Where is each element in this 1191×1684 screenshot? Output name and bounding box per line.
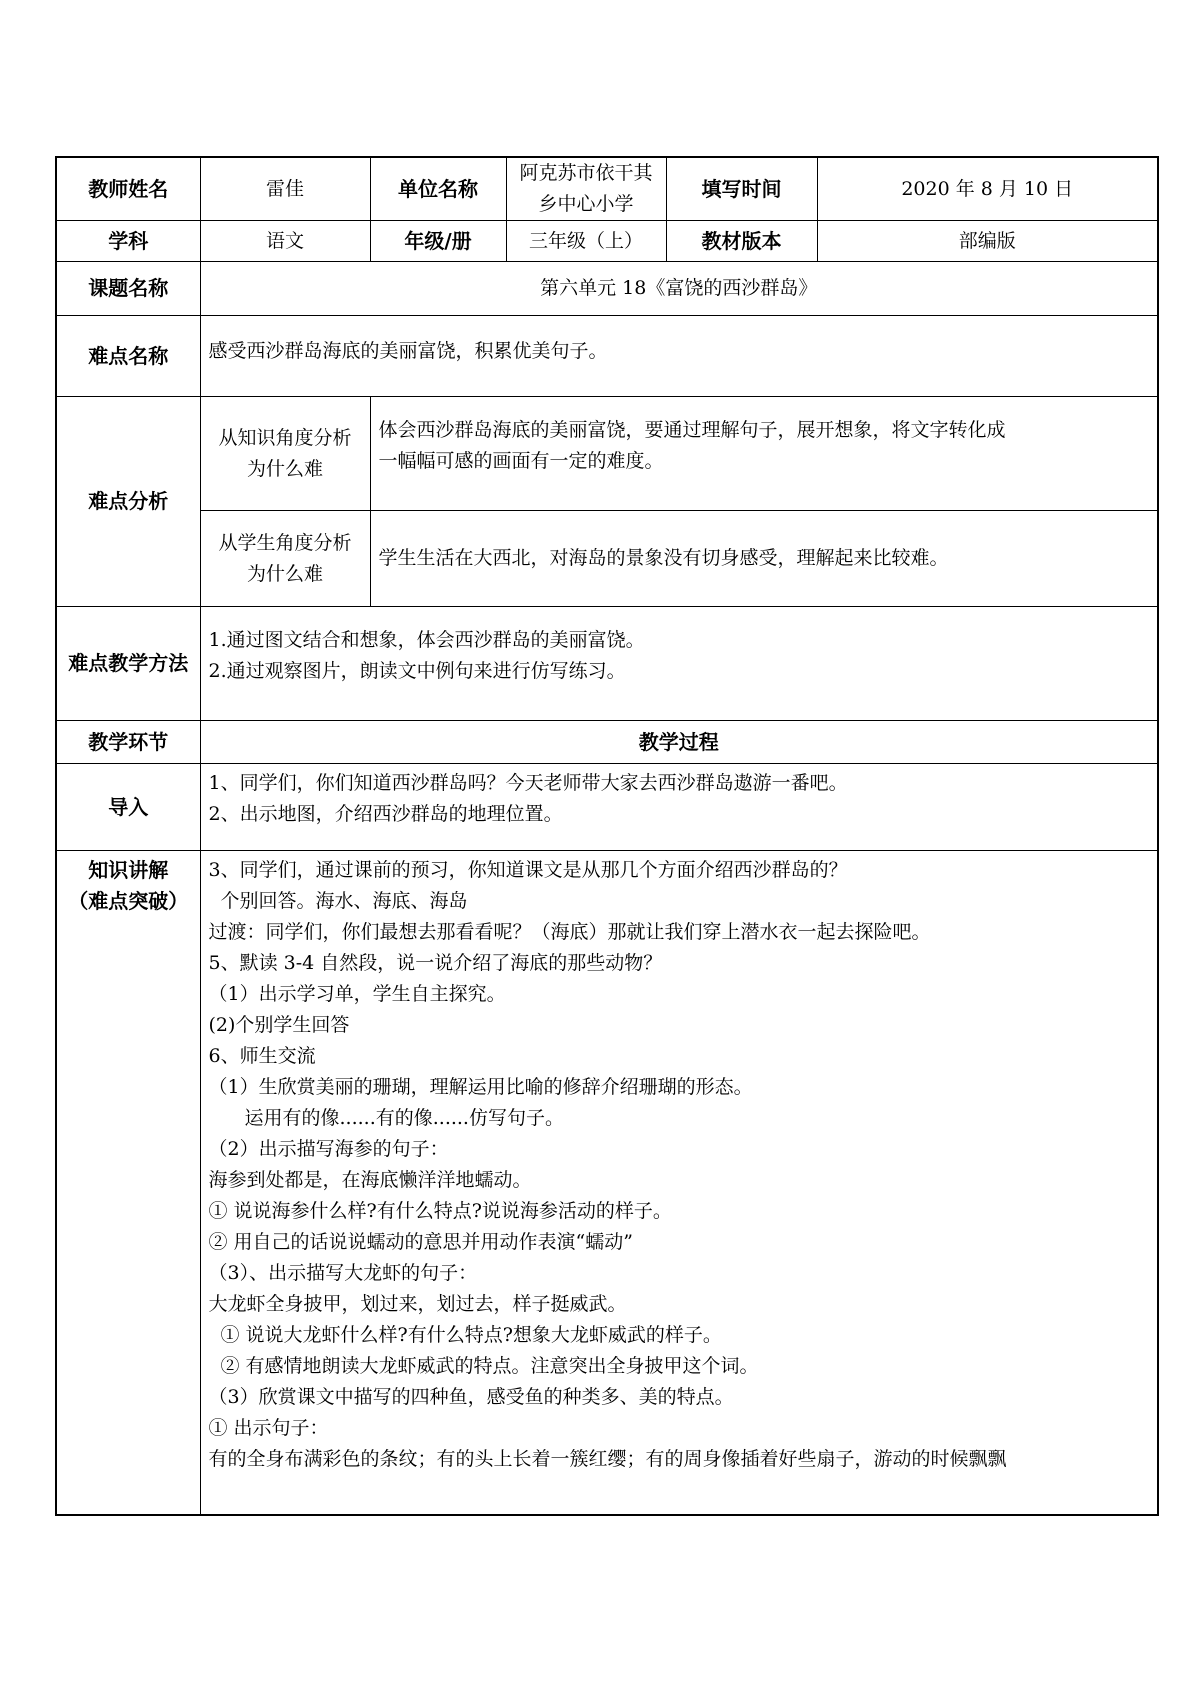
lecture-line: （3）、出示描写大龙虾的句子： — [208, 1262, 478, 1284]
unit-name-line2: 乡中心小学 — [538, 193, 634, 215]
student-angle-label — [200, 511, 370, 607]
subject-value: 语文 — [200, 221, 370, 262]
intro-label: 导入 — [57, 764, 200, 851]
intro-line1: 1、同学们，你们知道西沙群岛吗？今天老师带大家去西沙群岛遨游一番吧。 — [208, 772, 848, 794]
grade-value: 三年级（上） — [506, 221, 666, 262]
row-difficulty — [57, 316, 1157, 397]
unit-name — [506, 158, 666, 221]
process-header-label: 教学过程 — [200, 721, 1157, 764]
knowledge-angle-label-line1: 从知识角度分析 — [218, 426, 352, 449]
difficulty-value: 感受西沙群岛海底的美丽富饶，积累优美句子。 — [200, 316, 1157, 397]
lecture-line: ① 出示句子： — [208, 1417, 329, 1439]
lecture-line: 大龙虾全身披甲，划过来，划过去，样子挺威武。 — [208, 1293, 627, 1315]
method-label: 难点教学方法 — [57, 607, 200, 721]
student-angle-label-line1: 从学生角度分析 — [218, 531, 352, 554]
lecture-line: 运用有的像......有的像......仿写句子。 — [244, 1107, 564, 1129]
knowledge-angle-text — [370, 397, 1157, 511]
row-lecture — [57, 851, 1157, 1517]
edition-value: 部编版 — [817, 221, 1157, 262]
row-topic — [57, 262, 1157, 316]
method-line1: 1.通过图文结合和想象，体会西沙群岛的美丽富饶。 — [208, 629, 645, 651]
topic-value: 第六单元 18《富饶的西沙群岛》 — [200, 262, 1157, 316]
method-text — [200, 607, 1157, 721]
row-process-header — [57, 721, 1157, 764]
lecture-label-line1: 知识讲解 — [88, 858, 169, 882]
lecture-line: （1）出示学习单，学生自主探究。 — [208, 983, 506, 1005]
lecture-line: ① 说说大龙虾什么样?有什么特点?想象大龙虾威武的样子。 — [220, 1324, 722, 1346]
student-angle-label-line2: 为什么难 — [246, 562, 323, 585]
student-angle-text: 学生生活在大西北，对海岛的景象没有切身感受，理解起来比较难。 — [370, 511, 1157, 607]
row-intro — [57, 764, 1157, 851]
knowledge-text-line2: 一幅幅可感的画面有一定的难度。 — [378, 450, 664, 472]
topic-label: 课题名称 — [57, 262, 200, 316]
knowledge-text-line1: 体会西沙群岛海底的美丽富饶，要通过理解句子，展开想象，将文字转化成 — [378, 419, 1006, 441]
lecture-label-line2: （难点突破） — [68, 889, 189, 913]
lecture-line: 6、师生交流 — [208, 1045, 316, 1067]
row-subject-info — [57, 221, 1157, 262]
lecture-line: （2）出示描写海参的句子： — [208, 1138, 449, 1160]
lecture-line: 5、默读 3-4 自然段，说一说介绍了海底的那些动物？ — [208, 952, 663, 974]
lecture-line: 有的全身布满彩色的条纹；有的头上长着一簇红缨；有的周身像插着好些扇子，游动的时候飘飘 — [208, 1448, 1007, 1470]
lecture-line: （1）生欣赏美丽的珊瑚，理解运用比喻的修辞介绍珊瑚的形态。 — [208, 1076, 753, 1098]
row-analysis-knowledge — [57, 397, 1157, 511]
lecture-line: (2)个别学生回答 — [208, 1014, 350, 1036]
lesson-plan-table — [57, 158, 1157, 1516]
analysis-label: 难点分析 — [57, 397, 200, 607]
lecture-line: 过渡：同学们，你们最想去那看看呢？（海底）那就让我们穿上潜水衣一起去探险吧。 — [208, 921, 931, 943]
date-label: 填写时间 — [666, 158, 817, 221]
row-teacher-info — [57, 158, 1157, 221]
grade-label: 年级/册 — [370, 221, 506, 262]
unit-label: 单位名称 — [370, 158, 506, 221]
method-line2: 2.通过观察图片，朗读文中例句来进行仿写练习。 — [208, 660, 626, 682]
date-value: 2020 年 8 月 10 日 — [817, 158, 1157, 221]
teacher-label: 教师姓名 — [57, 158, 200, 221]
knowledge-angle-label-line2: 为什么难 — [246, 457, 323, 480]
teacher-name: 雷佳 — [200, 158, 370, 221]
subject-label: 学科 — [57, 221, 200, 262]
difficulty-label: 难点名称 — [57, 316, 200, 397]
lecture-line: ② 有感情地朗读大龙虾威武的特点。注意突出全身披甲这个词。 — [220, 1355, 759, 1377]
lecture-label — [57, 851, 200, 1517]
row-method — [57, 607, 1157, 721]
lecture-line: 个别回答。海水、海底、海岛 — [220, 890, 468, 912]
lecture-line: 3、同学们，通过课前的预习，你知道课文是从那几个方面介绍西沙群岛的？ — [208, 859, 848, 881]
lecture-line: （3）欣赏课文中描写的四种鱼，感受鱼的种类多、美的特点。 — [208, 1386, 734, 1408]
row-analysis-student — [57, 511, 1157, 607]
lecture-text — [200, 851, 1157, 1517]
lesson-plan-sheet — [55, 156, 1159, 1516]
stage-header-label: 教学环节 — [57, 721, 200, 764]
lecture-line: 海参到处都是，在海底懒洋洋地蠕动。 — [208, 1169, 532, 1191]
intro-line2: 2、出示地图，介绍西沙群岛的地理位置。 — [208, 803, 563, 825]
lecture-line: ② 用自己的话说说蠕动的意思并用动作表演“蠕动” — [208, 1231, 633, 1253]
edition-label: 教材版本 — [666, 221, 817, 262]
unit-name-line1: 阿克苏市依干其 — [519, 162, 653, 184]
knowledge-angle-label — [200, 397, 370, 511]
intro-text — [200, 764, 1157, 851]
lecture-line: ① 说说海参什么样?有什么特点?说说海参活动的样子。 — [208, 1200, 672, 1222]
